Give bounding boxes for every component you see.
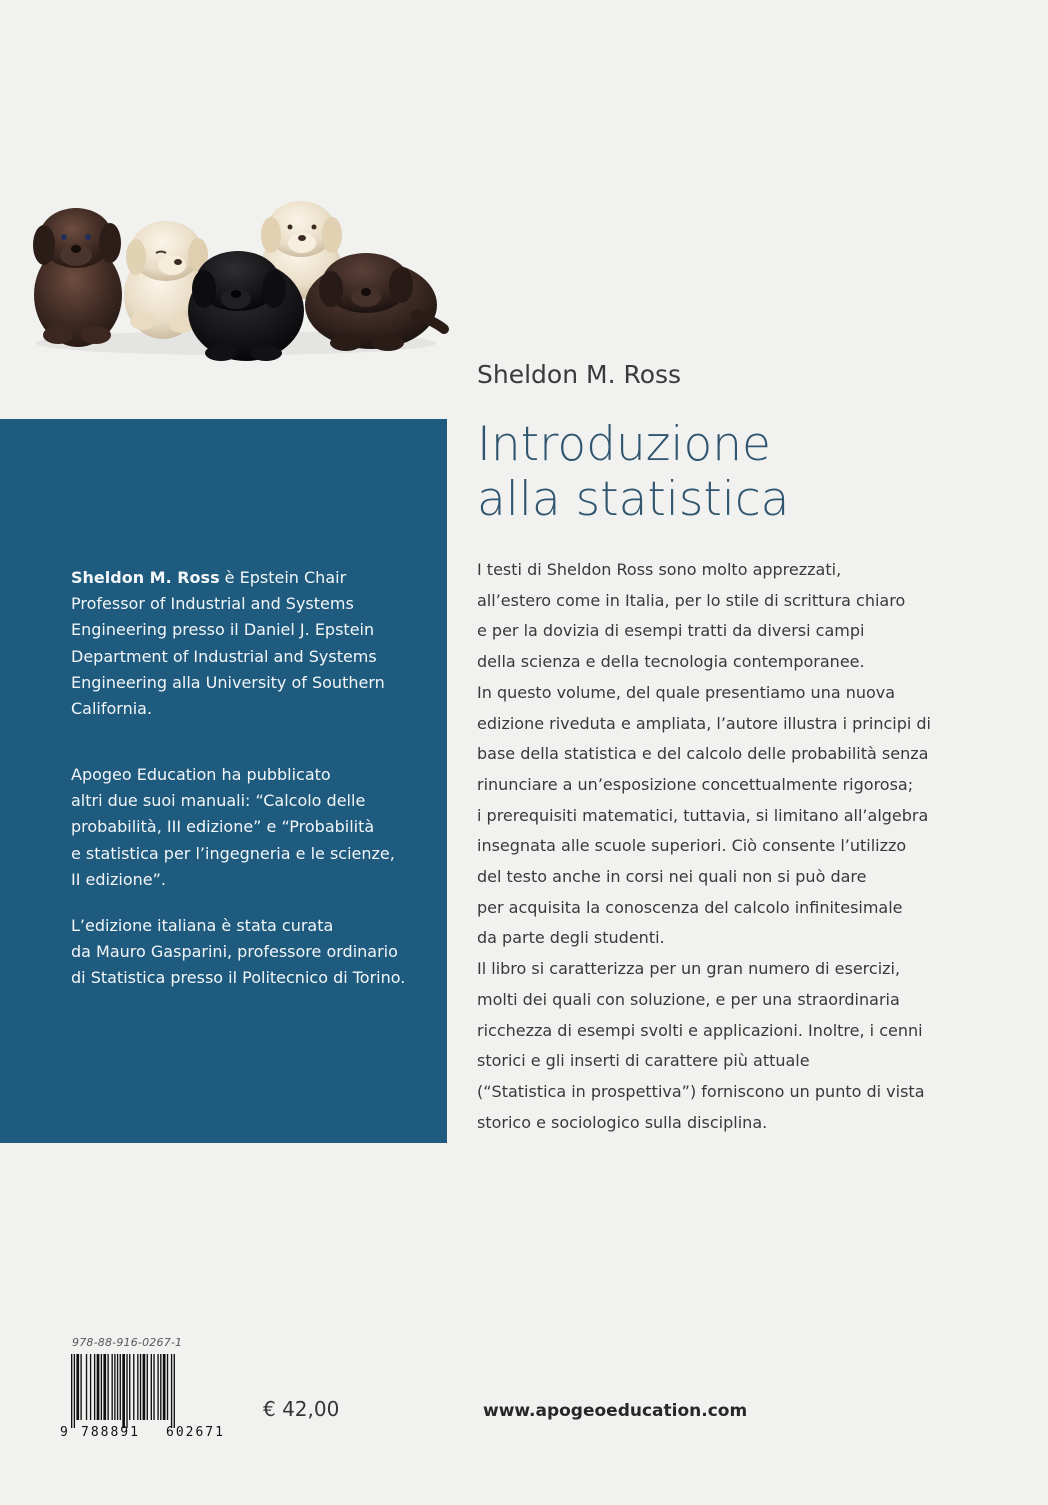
barcode-bar (101, 1354, 102, 1420)
description-line: i prerequisiti matematici, tuttavia, si limitano all’algebra (477, 805, 929, 825)
book-title (477, 417, 789, 527)
description-line: (“Statistica in prospettiva”) forniscono un punto di vista (477, 1081, 925, 1101)
bio-line-rest: è Epstein Chair (219, 568, 347, 587)
publications-line: probabilità, III edizione” e “Probabilità (71, 817, 375, 837)
barcode-bar (151, 1354, 152, 1420)
barcode-bar (71, 1354, 72, 1428)
description-line: insegnata alle scuole superiori. Ciò consente l’utilizzo (477, 836, 907, 856)
barcode-bar (133, 1354, 134, 1420)
edition-line: da Mauro Gasparini, professore ordinario (71, 942, 398, 962)
barcode-bar (112, 1354, 113, 1420)
publisher-website: www.apogeoeducation.com (483, 1401, 748, 1421)
description-line: I testi di Sheldon Ross sono molto apprezzati, (477, 560, 842, 579)
description-line: ricchezza di esempi svolti e applicazioni. Inoltre, i cenni (477, 1020, 923, 1040)
publications-line: Apogeo Education ha pubblicato (71, 765, 331, 784)
description-line: all’estero come in Italia, per lo stile di scrittura chiaro (477, 590, 906, 610)
barcode-bar (103, 1354, 106, 1420)
edition-line: L’edizione italiana è stata curata (71, 916, 334, 935)
barcode-bar (94, 1354, 95, 1420)
barcode-bar (137, 1354, 138, 1420)
italian-edition-note (71, 913, 409, 992)
isbn-number: 978-88-916-0267-1 (72, 1336, 183, 1349)
bio-line: Engineering presso il Daniel J. Epstein (71, 620, 375, 640)
barcode-first-digit: 9 (60, 1425, 68, 1438)
barcode-bar (143, 1354, 146, 1420)
bio-line (71, 565, 409, 591)
publications-line: altri due suoi manuali: “Calcolo delle (71, 791, 366, 811)
barcode-bar (74, 1354, 75, 1428)
bio-line: Engineering alla University of Southern (71, 672, 385, 692)
barcode-bar (114, 1354, 115, 1420)
title-line-2: alla statistica (477, 472, 790, 527)
barcode-bar (160, 1354, 161, 1420)
barcode-bar (171, 1354, 172, 1428)
barcode-bar (76, 1354, 79, 1420)
bio-line: Department of Industrial and Systems (71, 646, 377, 666)
author-bio (71, 565, 409, 722)
author-info-box (0, 419, 447, 1143)
barcode-bar (140, 1354, 141, 1420)
barcode-bar (153, 1354, 154, 1420)
barcode-bar (126, 1354, 127, 1428)
barcode (60, 1354, 255, 1438)
bio-line: California. (71, 699, 153, 719)
author-name: Sheldon M. Ross (477, 360, 682, 389)
description-line: storico e sociologico sulla disciplina. (477, 1112, 768, 1132)
barcode-bar (147, 1354, 148, 1420)
barcode-bar (107, 1354, 108, 1420)
barcode-group-1: 788891 (81, 1425, 140, 1438)
description-line: base della statistica e del calcolo delle probabilità senza (477, 744, 929, 764)
description-line: da parte degli studenti. (477, 928, 665, 948)
barcode-bar (120, 1354, 121, 1420)
title-line-1: Introduzione (477, 417, 771, 472)
barcode-bar (167, 1354, 168, 1420)
description-line: e per la dovizia di esempi tratti da diversi campi (477, 621, 865, 641)
barcode-group-2: 602671 (166, 1425, 225, 1438)
description-line: rinunciare a un’esposizione concettualmente rigorosa; (477, 774, 914, 794)
brown-puppy-left (33, 208, 122, 347)
bio-line: Professor of Industrial and Systems (71, 594, 354, 614)
publications-note (71, 762, 409, 893)
puppies-photo (16, 193, 451, 365)
description-line: Il libro si caratterizza per un gran numero di esercizi, (477, 959, 901, 979)
barcode-bars (71, 1354, 175, 1428)
publications-line: e statistica per l’ingegneria e le scienze, (71, 843, 395, 863)
price: € 42,00 (263, 1397, 340, 1421)
description-line: molti dei quali con soluzione, e per una straordinaria (477, 989, 900, 1009)
barcode-bar (122, 1354, 125, 1428)
edition-line: di Statistica presso il Politecnico di Torino. (71, 968, 406, 988)
description-line: per acquisita la conoscenza del calcolo infinitesimale (477, 897, 903, 917)
barcode-bar (129, 1354, 130, 1420)
publications-line: II edizione”. (71, 869, 166, 889)
barcode-bar (97, 1354, 100, 1420)
bio-author-name: Sheldon M. Ross (71, 568, 220, 587)
barcode-bar (117, 1354, 118, 1420)
barcode-bar (163, 1354, 166, 1420)
barcode-bar (90, 1354, 91, 1420)
barcode-bar (80, 1354, 81, 1420)
description-line: del testo anche in corsi nei quali non si può dare (477, 867, 867, 887)
barcode-bar (157, 1354, 158, 1420)
barcode-bar (86, 1354, 87, 1420)
description-line: della scienza e della tecnologia contemporanee. (477, 652, 865, 672)
description-line: edizione riveduta e ampliata, l’autore illustra i principi di (477, 713, 931, 733)
description-line: In questo volume, del quale presentiamo una nuova (477, 682, 896, 702)
description-line: storici e gli inserti di carattere più attuale (477, 1051, 810, 1071)
barcode-bar (174, 1354, 175, 1428)
book-description (477, 555, 977, 1138)
